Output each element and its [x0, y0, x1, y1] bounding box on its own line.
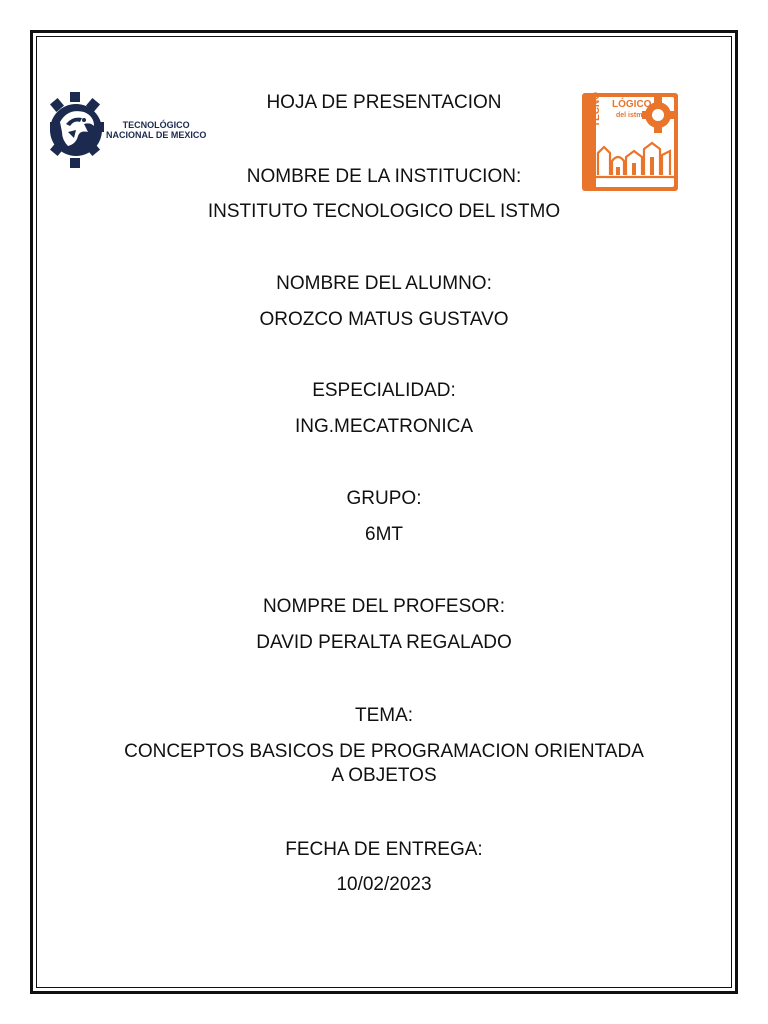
date-value: 10/02/2023	[336, 874, 432, 895]
tecnm-logo-text: TECNOLÓGICO NACIONAL DE MEXICO	[106, 120, 207, 140]
date-label: FECHA DE ENTREGA:	[285, 839, 483, 860]
specialty-label: ESPECIALIDAD:	[312, 380, 456, 401]
group-value: 6MT	[365, 524, 403, 545]
professor-label: NOMPRE DEL PROFESOR:	[262, 596, 506, 617]
student-value: OROZCO MATUS GUSTAVO	[259, 309, 509, 330]
topic-value-line2: A OBJETOS	[331, 765, 437, 786]
student-label: NOMBRE DEL ALUMNO:	[276, 273, 492, 294]
topic-label: TEMA:	[354, 705, 414, 726]
institution-label: NOMBRE DE LA INSTITUCION:	[246, 166, 522, 187]
professor-value: DAVID PERALTA REGALADO	[256, 632, 512, 653]
specialty-value: ING.MECATRONICA	[294, 416, 474, 437]
institution-value: INSTITUTO TECNOLOGICO DEL ISTMO	[207, 201, 561, 222]
topic-value-line1: CONCEPTOS BASICOS DE PROGRAMACION ORIENTADA	[124, 741, 644, 762]
group-label: GRUPO:	[346, 488, 422, 509]
page-title: HOJA DE PRESENTACION	[266, 92, 502, 113]
tec-istmo-logo: TECNO LÓGICO del istmo	[580, 91, 680, 193]
